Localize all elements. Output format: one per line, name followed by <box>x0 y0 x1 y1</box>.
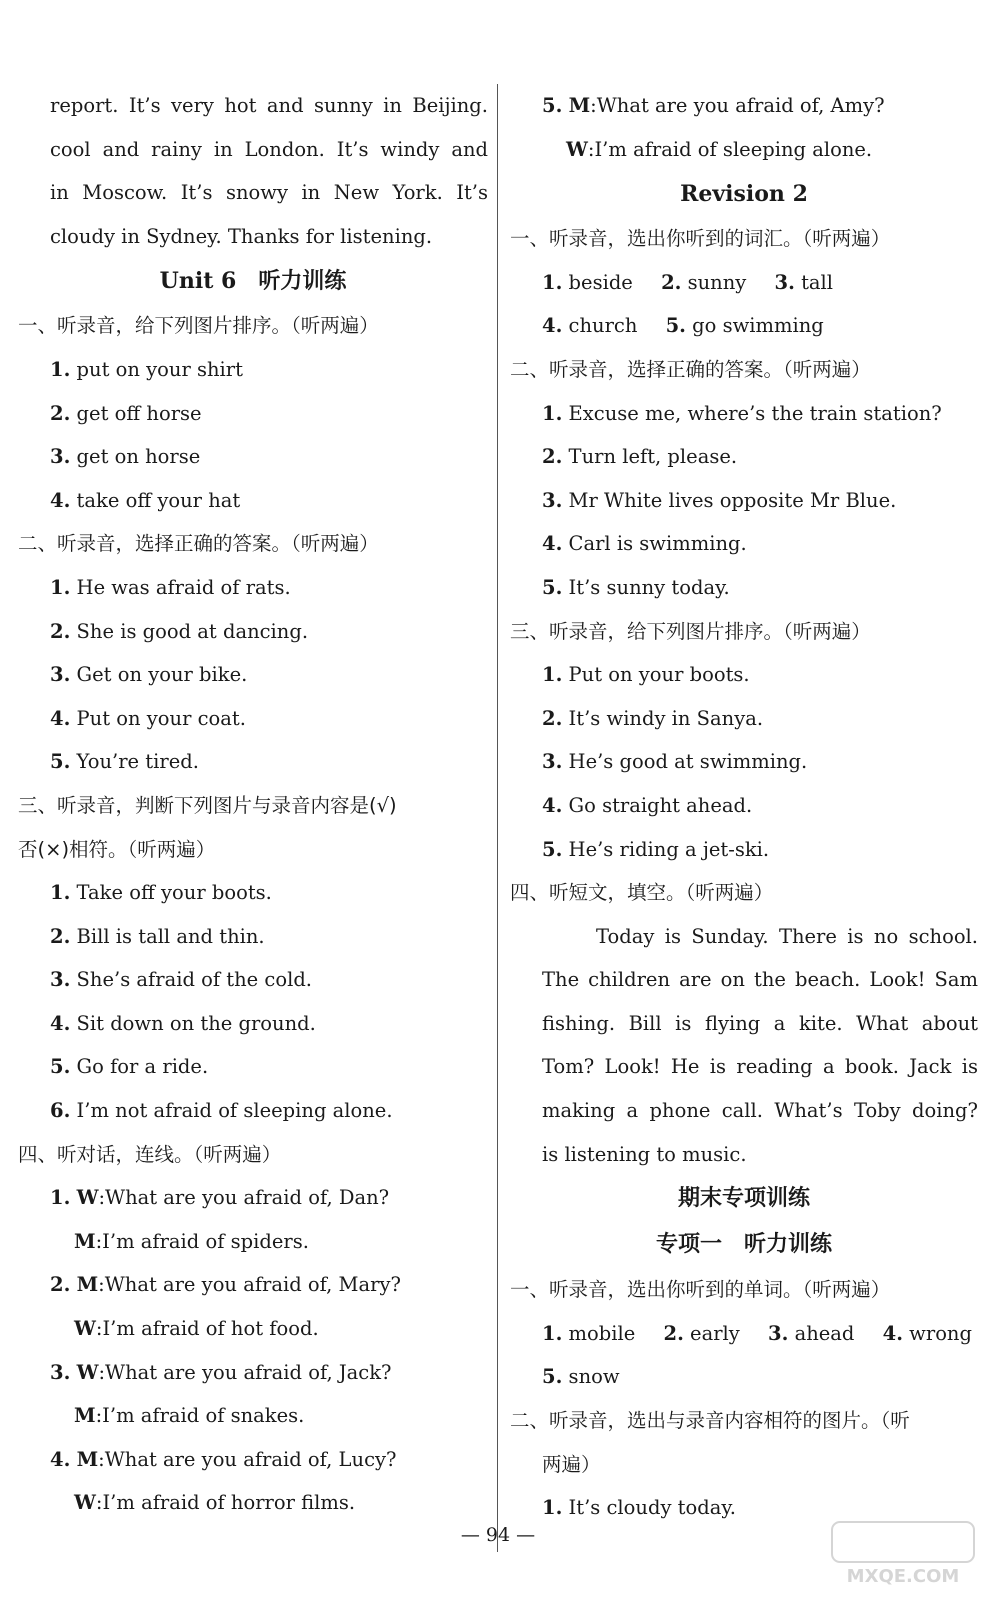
column-divider <box>497 84 498 1552</box>
list-item: 1. Put on your boots. <box>542 663 750 687</box>
dialogue-answer: W:I’m afraid of sleeping alone. <box>566 137 873 161</box>
list-item: 5. You’re tired. <box>50 750 199 774</box>
dialogue-question: 4. M:What are you afraid of, Lucy? <box>50 1447 397 1471</box>
final-training-title: 期末专项训练 <box>677 1186 810 1212</box>
dialogue-question: 2. M:What are you afraid of, Mary? <box>50 1273 401 1297</box>
section-title: 二、听录音，选择正确的答案。（听两遍） <box>18 532 379 556</box>
list-item: 4. Sit down on the ground. <box>50 1011 316 1035</box>
intro-line: cool and rainy in London. It’s windy and <box>50 137 488 161</box>
section-title-cont: 否(×)相符。（听两遍） <box>18 837 216 861</box>
section-title: 四、听对话，连线。（听两遍） <box>18 1142 282 1166</box>
list-item: 3. He’s good at swimming. <box>542 750 808 774</box>
section-title: 一、听录音，给下列图片排序。（听两遍） <box>18 314 379 338</box>
section-title: 二、听录音，选择正确的答案。（听两遍） <box>510 357 871 381</box>
list-item: 2. It’s windy in Sanya. <box>542 706 764 730</box>
passage-line: The children are on the beach. Look! Sam <box>542 968 978 992</box>
list-item: 5. It’s sunny today. <box>542 575 730 599</box>
list-item: 4. take off your hat <box>50 488 241 512</box>
dialogue-question: 3. W:What are you afraid of, Jack? <box>50 1360 392 1384</box>
list-item: 4. Carl is swimming. <box>542 532 747 556</box>
list-item: 3. get on horse <box>50 445 201 469</box>
unit-subtitle: 听力训练 <box>258 269 347 295</box>
list-item: 2. get off horse <box>50 401 202 425</box>
list-item: 5. Go for a ride. <box>50 1055 209 1079</box>
list-item: 3. Mr White lives opposite Mr Blue. <box>542 488 897 512</box>
intro-line: in Moscow. It’s snowy in New York. It’s <box>50 181 488 205</box>
list-item: 1. He was afraid of rats. <box>50 575 291 599</box>
list-item: 6. I’m not afraid of sleeping alone. <box>50 1099 393 1123</box>
unit-heading <box>18 258 488 304</box>
special-subtitle: 听力训练 <box>744 1232 833 1258</box>
list-item: 5. He’s riding a jet-ski. <box>542 837 770 861</box>
list-item: 2. Bill is tall and thin. <box>50 924 265 948</box>
dialogue-answer: W:I’m afraid of hot food. <box>74 1317 319 1341</box>
list-item: 2. Turn left, please. <box>542 445 738 469</box>
word-row: 4. church 5. go swimming <box>542 314 824 338</box>
dialogue-answer: M:I’m afraid of snakes. <box>74 1404 305 1428</box>
dialogue-question: 5. M:What are you afraid of, Amy? <box>542 94 885 117</box>
section-title: 二、听录音，选出与录音内容相符的图片。（听 <box>510 1409 910 1433</box>
passage-line: is listening to music. <box>542 1142 747 1166</box>
section-title: 四、听短文，填空。（听两遍） <box>510 881 774 905</box>
word-row: 1. mobile 2. early 3. ahead 4. wrong <box>542 1321 972 1345</box>
special-title: 专项一 <box>655 1232 722 1258</box>
list-item: 1. put on your shirt <box>50 357 243 381</box>
list-item: 2. She is good at dancing. <box>50 619 309 643</box>
intro-line: report. It’s very hot and sunny in Beijing. <box>50 94 488 117</box>
right-column <box>510 84 978 1530</box>
dialogue-question: 1. W:What are you afraid of, Dan? <box>50 1186 390 1210</box>
page-number: — 94 — <box>460 1524 536 1546</box>
list-item: 1. Excuse me, where’s the train station? <box>542 401 942 425</box>
list-item: 3. She’s afraid of the cold. <box>50 968 312 992</box>
passage-line: making a phone call. What’s Toby doing? <box>542 1099 978 1123</box>
list-item: 4. Go straight ahead. <box>542 793 753 817</box>
list-item: 3. Get on your bike. <box>50 663 248 687</box>
unit-title: Unit 6 <box>159 268 237 295</box>
list-item: 1. Take off your boots. <box>50 881 272 905</box>
dialogue-answer: M:I’m afraid of spiders. <box>74 1229 309 1253</box>
watermark-logo <box>828 1518 978 1588</box>
word-row: 1. beside 2. sunny 3. tall <box>542 270 834 294</box>
section-title: 三、听录音，给下列图片排序。（听两遍） <box>510 619 871 643</box>
section-title: 三、听录音，判断下列图片与录音内容是(√) <box>18 793 397 817</box>
word-row: 5. snow <box>542 1365 620 1389</box>
passage-line: Today is Sunday. There is no school. <box>596 924 978 948</box>
passage-line: fishing. Bill is flying a kite. What about <box>542 1011 978 1035</box>
list-item: 4. Put on your coat. <box>50 706 246 730</box>
passage-line: Tom? Look! He is reading a book. Jack is <box>542 1055 978 1079</box>
dialogue-answer: W:I’m afraid of horror films. <box>74 1491 356 1515</box>
list-item: 1. It’s cloudy today. <box>542 1496 736 1520</box>
left-column <box>18 84 488 1525</box>
section-title: 一、听录音，选出你听到的单词。（听两遍） <box>510 1278 891 1302</box>
revision-title: Revision 2 <box>680 181 808 208</box>
watermark-text: MXQE.COM <box>846 1566 960 1587</box>
section-title: 一、听录音，选出你听到的词汇。（听两遍） <box>510 227 891 251</box>
section-title-cont: 两遍） <box>542 1452 601 1476</box>
intro-line: cloudy in Sydney. Thanks for listening. <box>50 224 433 248</box>
special-heading <box>510 1222 978 1268</box>
